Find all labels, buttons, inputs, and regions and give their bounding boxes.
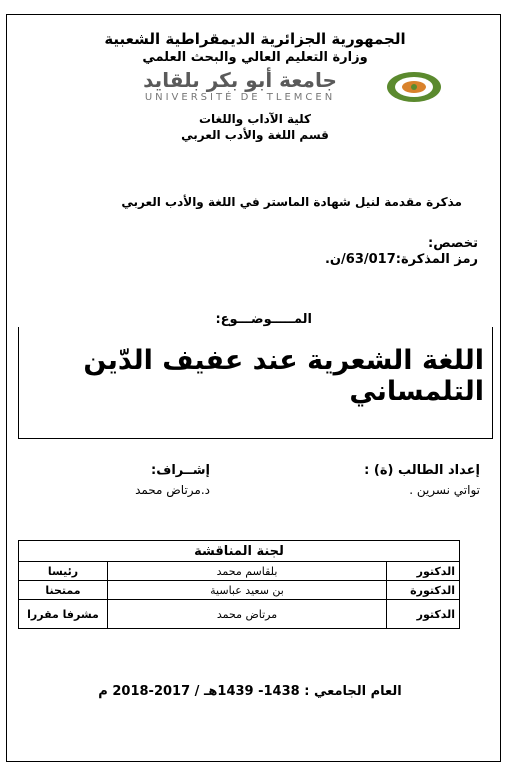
specialization-label: تخصص:: [428, 236, 478, 251]
committee-table: [18, 540, 460, 629]
table-row: [19, 562, 460, 581]
prepared-by-label: إعداد الطالب (ة) :: [364, 463, 480, 478]
supervisor-name: د.مرتاض محمد: [135, 483, 210, 497]
member-role: مشرفا مقررا: [19, 600, 108, 629]
thesis-title: اللغة الشعرية عند عفيف الدّين التلمساني: [83, 345, 484, 407]
member-role: ممتحنا: [19, 581, 108, 600]
subject-label: المـــــوضـــوع:: [215, 312, 312, 327]
university-emblem-icon: [385, 70, 443, 104]
department-name: قسم اللغة والأدب العربي: [181, 128, 329, 142]
committee-heading-row: [19, 541, 460, 562]
member-name: بلقاسم محمد: [108, 562, 387, 581]
member-name: مرتاض محمد: [108, 600, 387, 629]
member-name: بن سعيد عباسية: [108, 581, 387, 600]
republic-heading: الجمهورية الجزائرية الديمقراطية الشعبية: [104, 30, 406, 48]
table-row: [19, 581, 460, 600]
supervision-label: إشــراف:: [151, 463, 210, 478]
memo-description: مذكرة مقدمة لنيل شهادة الماستر في اللغة والأدب العربي: [121, 195, 462, 209]
university-name-fr: UNIVERSITÉ DE TLEMCEN: [144, 92, 336, 103]
memo-code: رمز المذكرة:63/017/ن.: [324, 252, 478, 267]
member-title: الدكتورة: [387, 581, 460, 600]
university-name-ar: جامعة أبو بكر بلقايد: [143, 68, 337, 92]
table-row: [19, 600, 460, 629]
member-title: الدكتور: [387, 562, 460, 581]
academic-year: العام الجامعي : 1438- 1439هـ / 2017-2018 م: [98, 684, 402, 699]
member-title: الدكتور: [387, 600, 460, 629]
student-name: تواتي نسرين .: [409, 483, 480, 497]
ministry-heading: وزارة التعليم العالي والبحث العلمي: [142, 50, 368, 65]
university-logo: [60, 68, 460, 108]
member-role: رئيسا: [19, 562, 108, 581]
committee-heading: لجنة المناقشة: [19, 541, 460, 562]
faculty-name: كلية الآداب واللغات: [198, 112, 312, 126]
